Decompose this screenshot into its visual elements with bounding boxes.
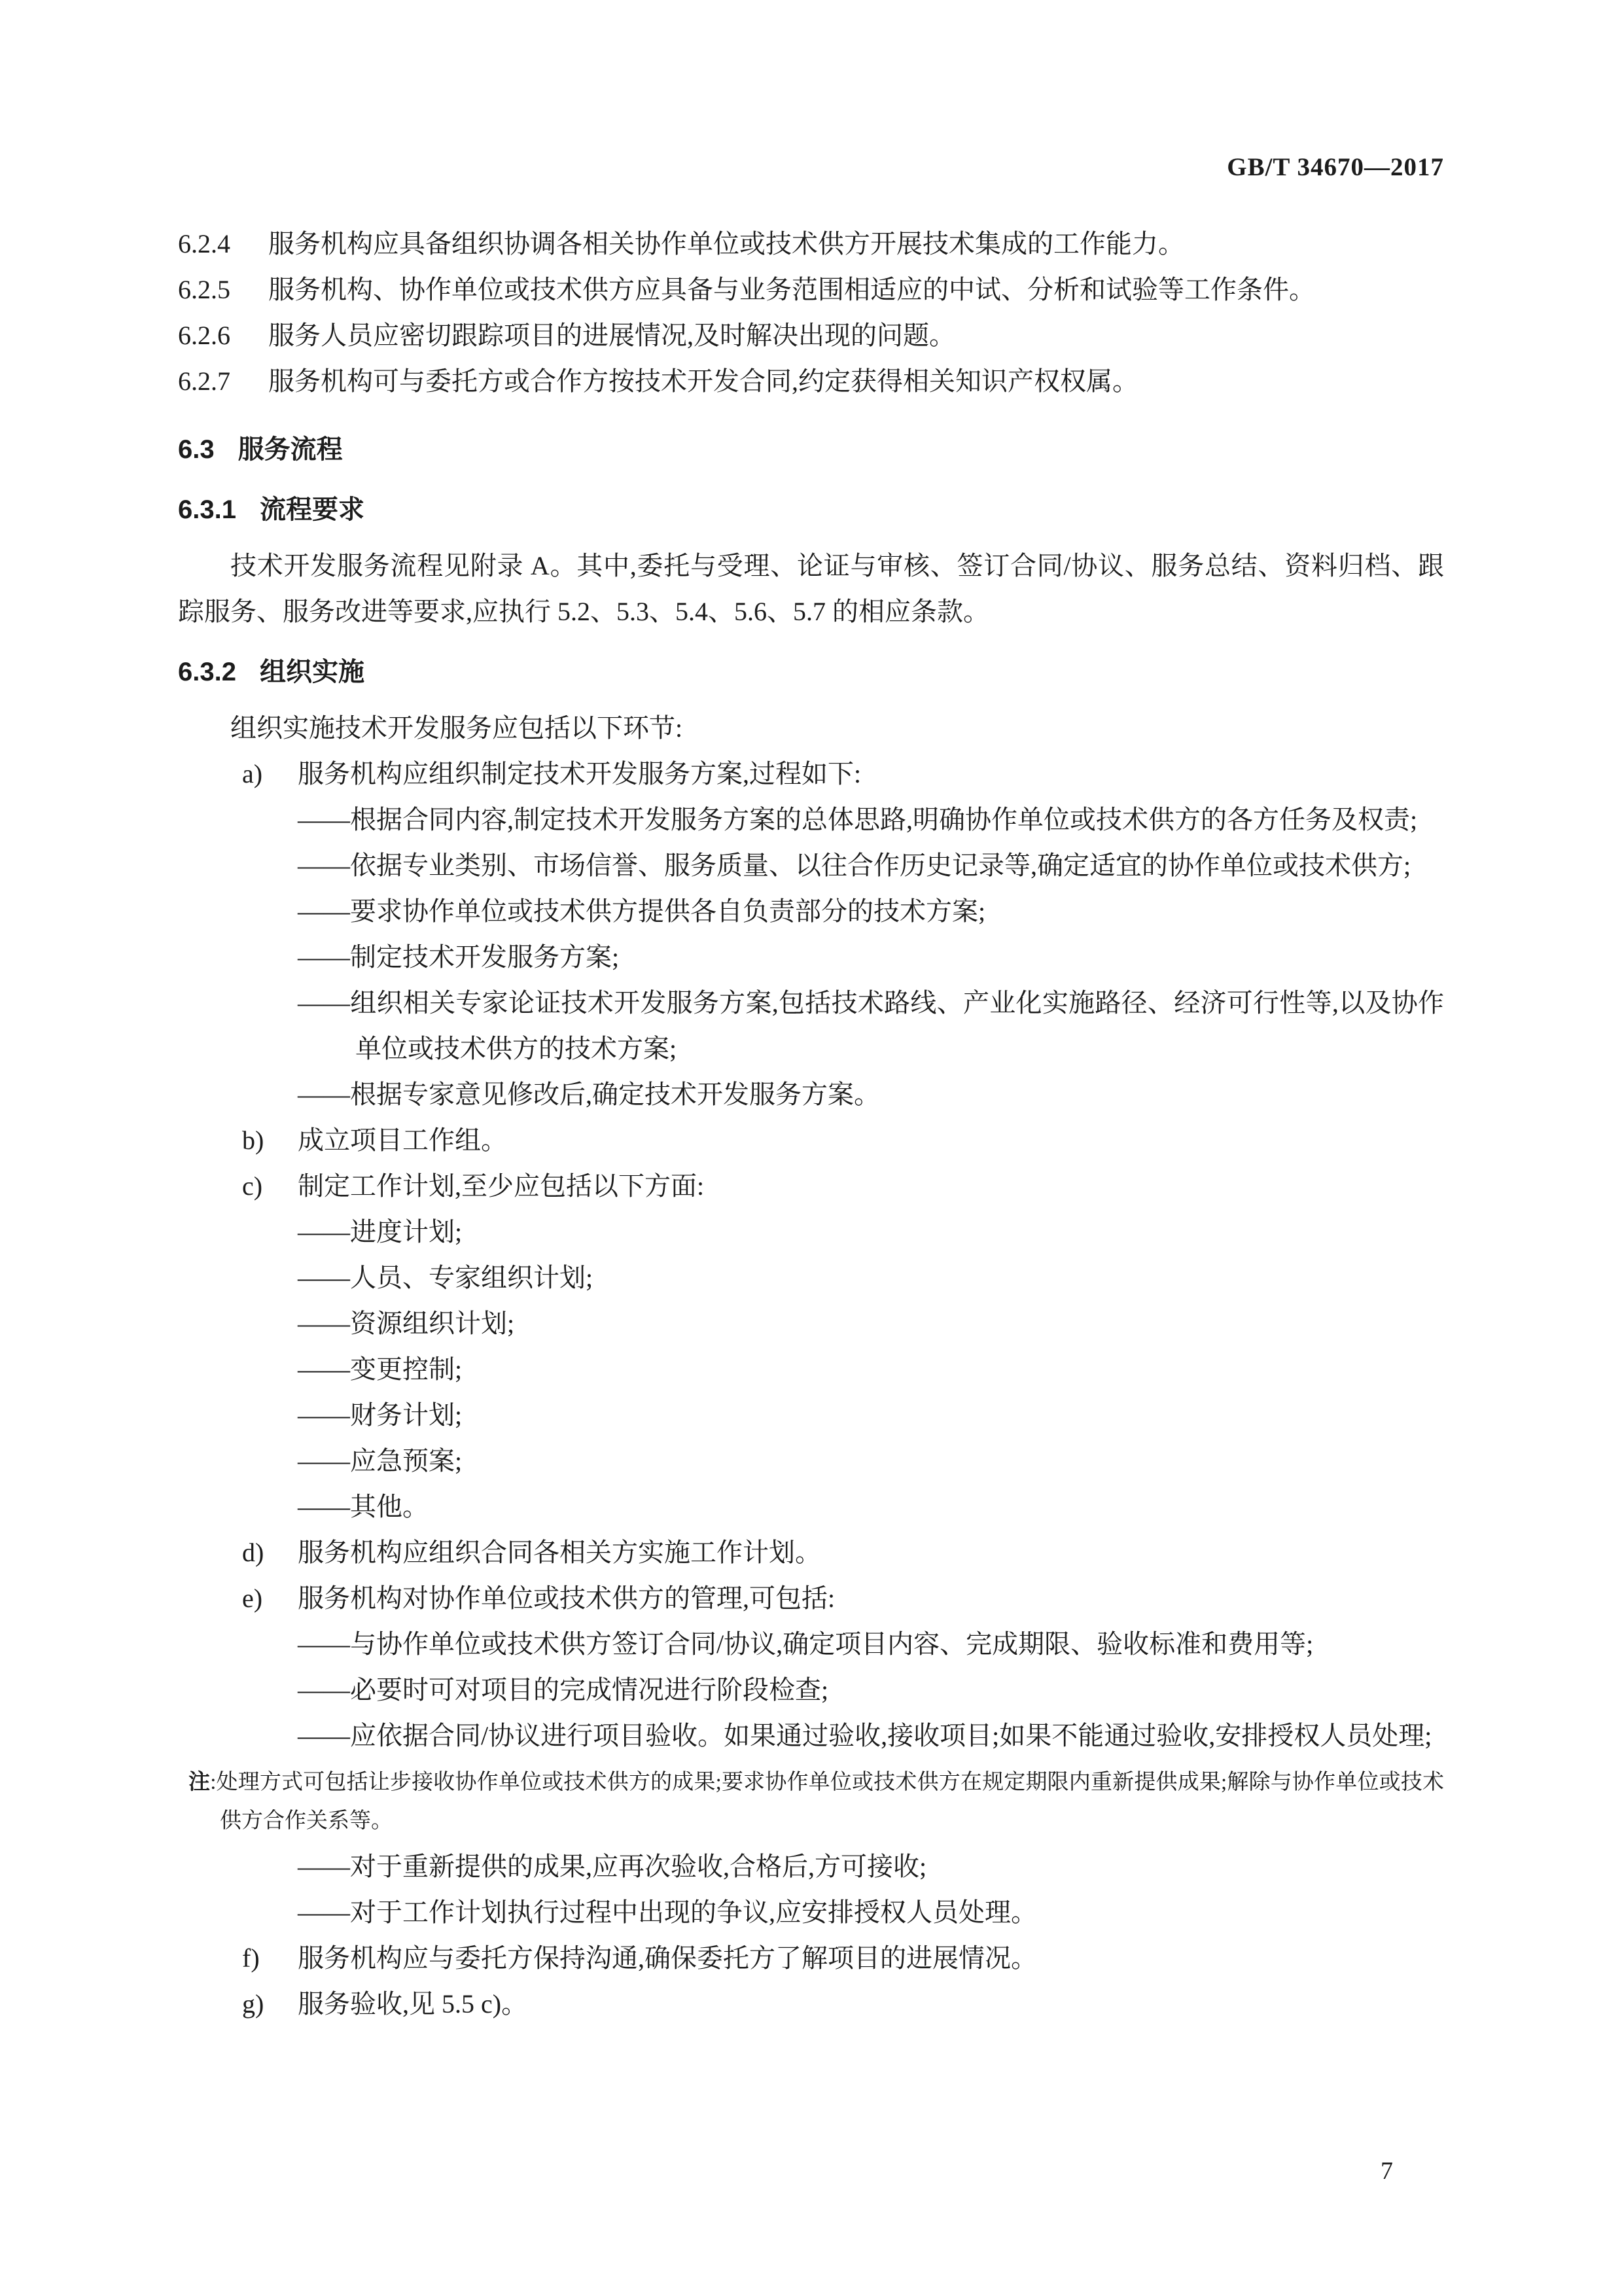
list-text: 服务机构应组织合同各相关方实施工作计划。 xyxy=(298,1538,821,1567)
dash-item: ——根据专家意见修改后,确定技术开发服务方案。 xyxy=(298,1080,880,1109)
list-item-b xyxy=(178,1118,1444,1163)
note-text: :处理方式可包括让步接收协作单位或技术供方的成果;要求协作单位或技术供方在规定期限内重新提供成果;解除与协作单位或技术供方合作关系等。 xyxy=(210,1771,1444,1833)
dash-item: ——与协作单位或技术供方签订合同/协议,确定项目内容、完成期限、验收标准和费用等; xyxy=(298,1629,1314,1659)
dash-item: ——组织相关专家论证技术开发服务方案,包括技术路线、产业化实施路径、经济可行性等,以及协作单位或技术供方的技术方案; xyxy=(298,988,1444,1063)
list-item-e xyxy=(178,1576,1444,1621)
paragraph-6-3-2-intro: 组织实施技术开发服务应包括以下环节: xyxy=(230,713,683,743)
clause-number: 6.2.6 xyxy=(178,321,230,350)
clause-text: 服务人员应密切跟踪项目的进展情况,及时解决出现的问题。 xyxy=(268,321,955,350)
dash-item: ——变更控制; xyxy=(298,1354,463,1384)
clause-number: 6.2.4 xyxy=(178,229,230,258)
dash-item: ——要求协作单位或技术供方提供各自负责部分的技术方案; xyxy=(298,896,986,926)
section-heading-6-3-1 xyxy=(178,487,1444,533)
paragraph-6-3-1: 技术开发服务流程见附录 A。其中,委托与受理、论证与审核、签订合同/协议、服务总结、资料归档、跟踪服务、服务改进等要求,应执行 5.2、5.3、5.4、5.6、5.7 的相应条款。 xyxy=(178,551,1444,626)
list-marker: g) xyxy=(242,1989,264,2019)
section-heading-6-3 xyxy=(178,427,1444,472)
clause-number: 6.2.5 xyxy=(178,275,230,304)
section-title: 组织实施 xyxy=(259,658,364,686)
dash-item: ——根据合同内容,制定技术开发服务方案的总体思路,明确协作单位或技术供方的各方任务及权责; xyxy=(298,805,1418,834)
list-text: 服务机构对协作单位或技术供方的管理,可包括: xyxy=(298,1583,836,1613)
clause-6-2-7 xyxy=(178,359,1444,404)
clause-6-2-5 xyxy=(178,267,1444,313)
dash-item: ——必要时可对项目的完成情况进行阶段检查; xyxy=(298,1675,829,1704)
list-text: 成立项目工作组。 xyxy=(298,1125,507,1155)
note xyxy=(178,1762,1444,1841)
section-number: 6.3 xyxy=(178,435,215,464)
dash-item: ——对于重新提供的成果,应再次验收,合格后,方可接收; xyxy=(298,1852,927,1881)
clause-text: 服务机构可与委托方或合作方按技术开发合同,约定获得相关知识产权权属。 xyxy=(268,366,1138,396)
dash-item: ——制定技术开发服务方案; xyxy=(298,942,620,972)
section-heading-6-3-2 xyxy=(178,649,1444,695)
section-number: 6.3.1 xyxy=(178,495,236,524)
list-text: 服务验收,见 5.5 c)。 xyxy=(298,1989,528,2019)
list-text: 服务机构应组织制定技术开发服务方案,过程如下: xyxy=(298,759,862,788)
dash-item: ——财务计划; xyxy=(298,1400,463,1430)
list-item-c xyxy=(178,1163,1444,1209)
section-number: 6.3.2 xyxy=(178,658,236,686)
dash-item: ——应依据合同/协议进行项目验收。如果通过验收,接收项目;如果不能通过验收,安排授权人员处理; xyxy=(298,1721,1432,1750)
note-label: 注 xyxy=(188,1769,211,1793)
clause-number: 6.2.7 xyxy=(178,366,230,396)
list-item-a xyxy=(178,751,1444,797)
clause-6-2-4 xyxy=(178,221,1444,267)
dash-item: ——资源组织计划; xyxy=(298,1309,515,1338)
dash-item: ——对于工作计划执行过程中出现的争议,应安排授权人员处理。 xyxy=(298,1898,1037,1927)
dash-item: ——进度计划; xyxy=(298,1217,463,1246)
list-marker: d) xyxy=(242,1538,264,1567)
dash-item: ——人员、专家组织计划; xyxy=(298,1263,593,1292)
dash-item: ——依据专业类别、市场信誉、服务质量、以往合作历史记录等,确定适宜的协作单位或技术供方; xyxy=(298,851,1411,880)
list-marker: f) xyxy=(242,1943,260,1973)
clause-text: 服务机构应具备组织协调各相关协作单位或技术供方开展技术集成的工作能力。 xyxy=(268,229,1184,258)
section-title: 服务流程 xyxy=(238,435,343,464)
dash-item: ——应急预案; xyxy=(298,1446,463,1475)
list-item-d xyxy=(178,1530,1444,1576)
clause-6-2-6 xyxy=(178,313,1444,359)
list-text: 服务机构应与委托方保持沟通,确保委托方了解项目的进展情况。 xyxy=(298,1943,1037,1973)
dash-item: ——其他。 xyxy=(298,1492,429,1521)
list-marker: c) xyxy=(242,1171,263,1201)
list-text: 制定工作计划,至少应包括以下方面: xyxy=(298,1171,705,1201)
list-item-f xyxy=(178,1935,1444,1981)
list-item-g xyxy=(178,1981,1444,2027)
list-marker: e) xyxy=(242,1583,263,1613)
page-number: 7 xyxy=(1381,2157,1393,2185)
doc-code: GB/T 34670—2017 xyxy=(1227,153,1444,181)
clause-text: 服务机构、协作单位或技术供方应具备与业务范围相适应的中试、分析和试验等工作条件。 xyxy=(268,275,1315,304)
section-title: 流程要求 xyxy=(259,495,364,524)
list-marker: b) xyxy=(242,1125,264,1155)
list-marker: a) xyxy=(242,759,263,788)
